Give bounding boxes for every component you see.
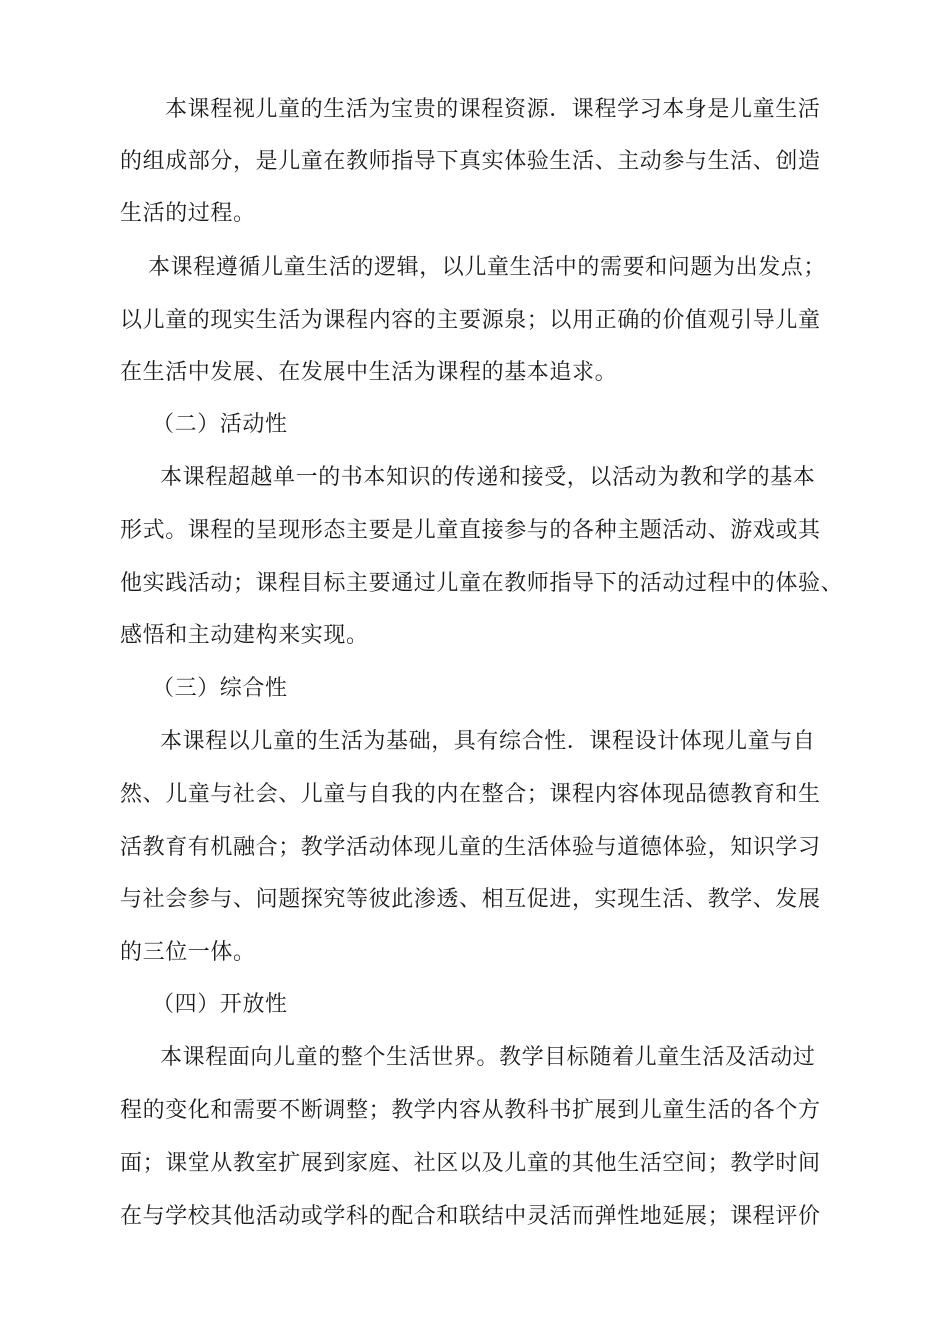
text-line: 在与学校其他活动或学科的配合和联结中灵活而弹性地延展；课程评价 (120, 1204, 821, 1229)
text-line: 本课程以儿童的生活为基础，具有综合性．课程设计体现儿童与自 (160, 729, 816, 754)
text-line: 在生活中发展、在发展中生活为课程的基本追求。 (120, 360, 618, 385)
text-line: 的三位一体。 (120, 940, 256, 965)
text-line: 生活的过程。 (120, 201, 256, 226)
section-heading: （二）活动性 (152, 412, 288, 437)
text-line: 感悟和主动建构来实现。 (120, 623, 369, 648)
section-heading: （三）综合性 (152, 676, 288, 701)
text-line: 本课程超越单一的书本知识的传递和接受，以活动为教和学的基本 (160, 465, 816, 490)
text-line: 与社会参与、问题探究等彼此渗透、相互促进，实现生活、教学、发展 (120, 887, 821, 912)
section-heading: （四）开放性 (152, 992, 288, 1017)
text-line: 然、儿童与社会、儿童与自我的内在整合；课程内容体现品德教育和生 (120, 782, 821, 807)
text-line: 本课程面向儿童的整个生活世界。教学目标随着儿童生活及活动过 (160, 1045, 816, 1070)
text-line: 程的变化和需要不断调整；教学内容从教科书扩展到儿童生活的各个方 (120, 1098, 821, 1123)
text-line: 形式。课程的呈现形态主要是儿童直接参与的各种主题活动、游戏或其 (120, 518, 821, 543)
text-line: 他实践活动；课程目标主要通过儿童在教师指导下的活动过程中的体验、 (120, 571, 844, 596)
text-line: 的组成部分，是儿童在教师指导下真实体验生活、主动参与生活、创造 (120, 149, 821, 174)
text-line: 本课程视儿童的生活为宝贵的课程资源．课程学习本身是儿童生活 (165, 97, 821, 122)
text-line: 活教育有机融合；教学活动体现儿童的生活体验与道德体验，知识学习 (120, 835, 821, 860)
text-line: 面；课堂从教室扩展到家庭、社区以及儿童的其他生活空间；教学时间 (120, 1151, 821, 1176)
text-line: 以儿童的现实生活为课程内容的主要源泉；以用正确的价值观引导儿童 (120, 308, 821, 333)
text-line: 本课程遵循儿童生活的逻辑，以儿童生活中的需要和问题为出发点； (148, 255, 827, 280)
